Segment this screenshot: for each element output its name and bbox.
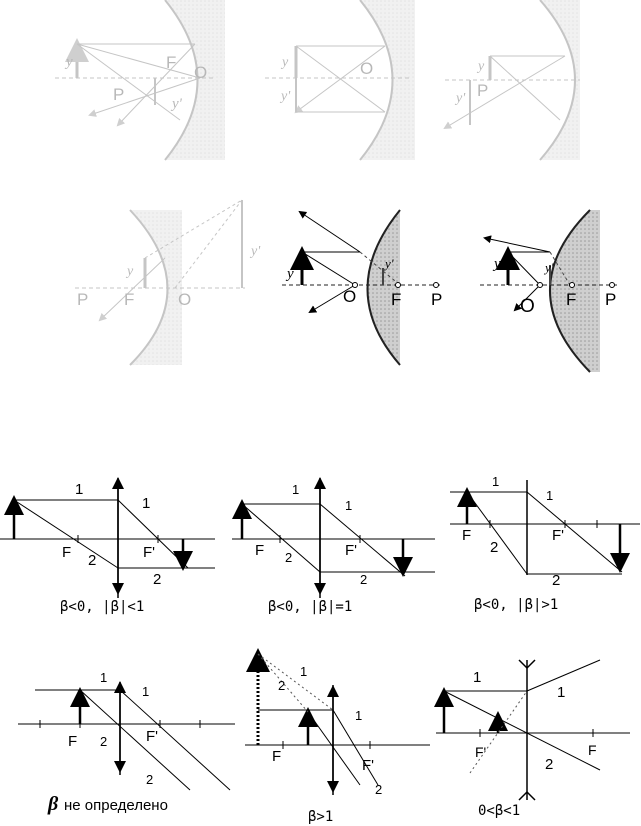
label-F: F <box>272 748 282 765</box>
ray-2 <box>308 712 360 785</box>
convex-mirror-diagram-2 <box>480 210 620 372</box>
ray <box>300 212 360 252</box>
ray-label-2: 2 <box>545 756 554 773</box>
label-O: O <box>360 59 374 78</box>
label-y-prime: y' <box>172 96 182 112</box>
label-O: O <box>194 63 208 82</box>
ray-label-1: 1 <box>100 670 108 685</box>
lens-diagram-case-4 <box>18 670 235 815</box>
label-F-prime: F' <box>552 527 565 544</box>
ray-label-2: 2 <box>88 552 97 569</box>
label-F: F <box>166 53 177 72</box>
label-y: y <box>287 266 294 282</box>
label-y-prime: y' <box>281 89 291 104</box>
caption-case-4-text: не определено <box>64 797 168 814</box>
label-O: O <box>520 296 535 317</box>
label-y-prime: y' <box>385 256 394 271</box>
label-y: y <box>66 54 73 70</box>
ray-label-2: 2 <box>490 539 499 556</box>
point-F <box>396 283 401 288</box>
caption-case-2: β<0, |β|=1 <box>268 599 353 615</box>
label-y: y <box>282 55 289 70</box>
caption-case-1: β<0, |β|<1 <box>60 599 145 615</box>
ray-label-1: 1 <box>300 664 308 679</box>
label-F: F <box>588 742 597 758</box>
label-F: F <box>124 290 135 309</box>
ray-label-1: 1 <box>557 684 566 701</box>
lens-diagram-case-5 <box>245 654 430 825</box>
label-F: F <box>566 290 577 309</box>
concave-mirror-diagram-3 <box>445 0 580 160</box>
label-F-prime: F' <box>146 728 159 745</box>
label-F-prime: F' <box>143 544 156 561</box>
label-y: y <box>478 59 485 74</box>
ray-2 <box>444 691 600 770</box>
ray-label-1: 1 <box>546 488 554 503</box>
ray-label-2: 2 <box>278 678 286 693</box>
label-F: F <box>255 542 265 559</box>
ray-2 <box>467 492 527 574</box>
ray-2 <box>80 690 190 790</box>
concave-mirror-diagram-1 <box>55 0 225 160</box>
concave-mirror-virtual-image-diagram <box>75 200 261 365</box>
label-O: O <box>178 290 192 309</box>
ray-label-2: 2 <box>153 571 162 588</box>
ray-label-1: 1 <box>492 474 500 489</box>
lens-diagram-case-6 <box>436 660 630 819</box>
label-P: P <box>605 290 617 309</box>
convex-mirror-diagram-1 <box>282 210 442 365</box>
ray <box>302 252 355 285</box>
ray-label-1: 1 <box>75 481 84 498</box>
ray-1-refracted <box>120 690 230 790</box>
ray-label-2: 2 <box>285 550 293 565</box>
label-F: F <box>62 544 72 561</box>
caption-case-6: 0<β<1 <box>478 803 521 819</box>
ray-label-1: 1 <box>292 482 300 497</box>
lens-diagram-case-1 <box>0 478 215 615</box>
lens-diagram-case-3 <box>450 474 640 613</box>
label-F: F <box>462 527 472 544</box>
label-P: P <box>113 85 125 104</box>
label-y: y <box>127 264 134 279</box>
concave-mirror-diagram-2 <box>265 0 415 160</box>
point-O <box>538 283 543 288</box>
ray-label-2: 2 <box>146 772 154 787</box>
label-F-prime: F' <box>475 744 487 760</box>
ray-label-2: 2 <box>375 782 383 797</box>
ray-label-1: 1 <box>473 669 482 686</box>
ray-label-1: 1 <box>345 498 353 513</box>
caption-case-5: β>1 <box>308 809 334 825</box>
ray-label-1: 1 <box>355 708 363 723</box>
label-P: P <box>477 81 489 100</box>
ray <box>508 252 540 285</box>
lens-diagram-case-2 <box>232 478 435 615</box>
ray <box>118 44 195 125</box>
label-O: O <box>343 287 357 306</box>
ray <box>90 78 200 115</box>
mirror-body <box>360 0 415 160</box>
point-P <box>610 283 615 288</box>
caption-case-4-symbol: β <box>48 793 59 815</box>
point-F <box>570 283 575 288</box>
ray-1-extension <box>258 654 333 710</box>
ray-label-1: 1 <box>142 495 151 512</box>
ray-1-refracted <box>320 504 405 576</box>
label-y-prime: y' <box>545 260 554 275</box>
ray <box>485 238 550 252</box>
label-y-prime: y' <box>251 244 261 259</box>
label-F-prime: F' <box>345 542 358 559</box>
ray-extension <box>175 200 242 288</box>
label-F: F <box>391 290 402 309</box>
ray-label-2: 2 <box>360 572 368 587</box>
label-P: P <box>431 290 443 309</box>
ray-2 <box>242 504 320 572</box>
point-P <box>434 283 439 288</box>
ray-label-1: 1 <box>142 684 150 699</box>
ray-1-refracted <box>527 492 622 572</box>
ray <box>77 44 180 120</box>
label-P: P <box>77 290 89 309</box>
ray-label-2: 2 <box>552 572 561 589</box>
caption-case-3: β<0, |β|>1 <box>474 597 559 613</box>
label-y: y <box>494 256 501 272</box>
label-F: F <box>68 733 78 750</box>
label-F-prime: F' <box>362 757 375 774</box>
label-y-prime: y' <box>456 91 466 106</box>
ray-label-2: 2 <box>100 734 108 749</box>
ray <box>77 44 200 78</box>
